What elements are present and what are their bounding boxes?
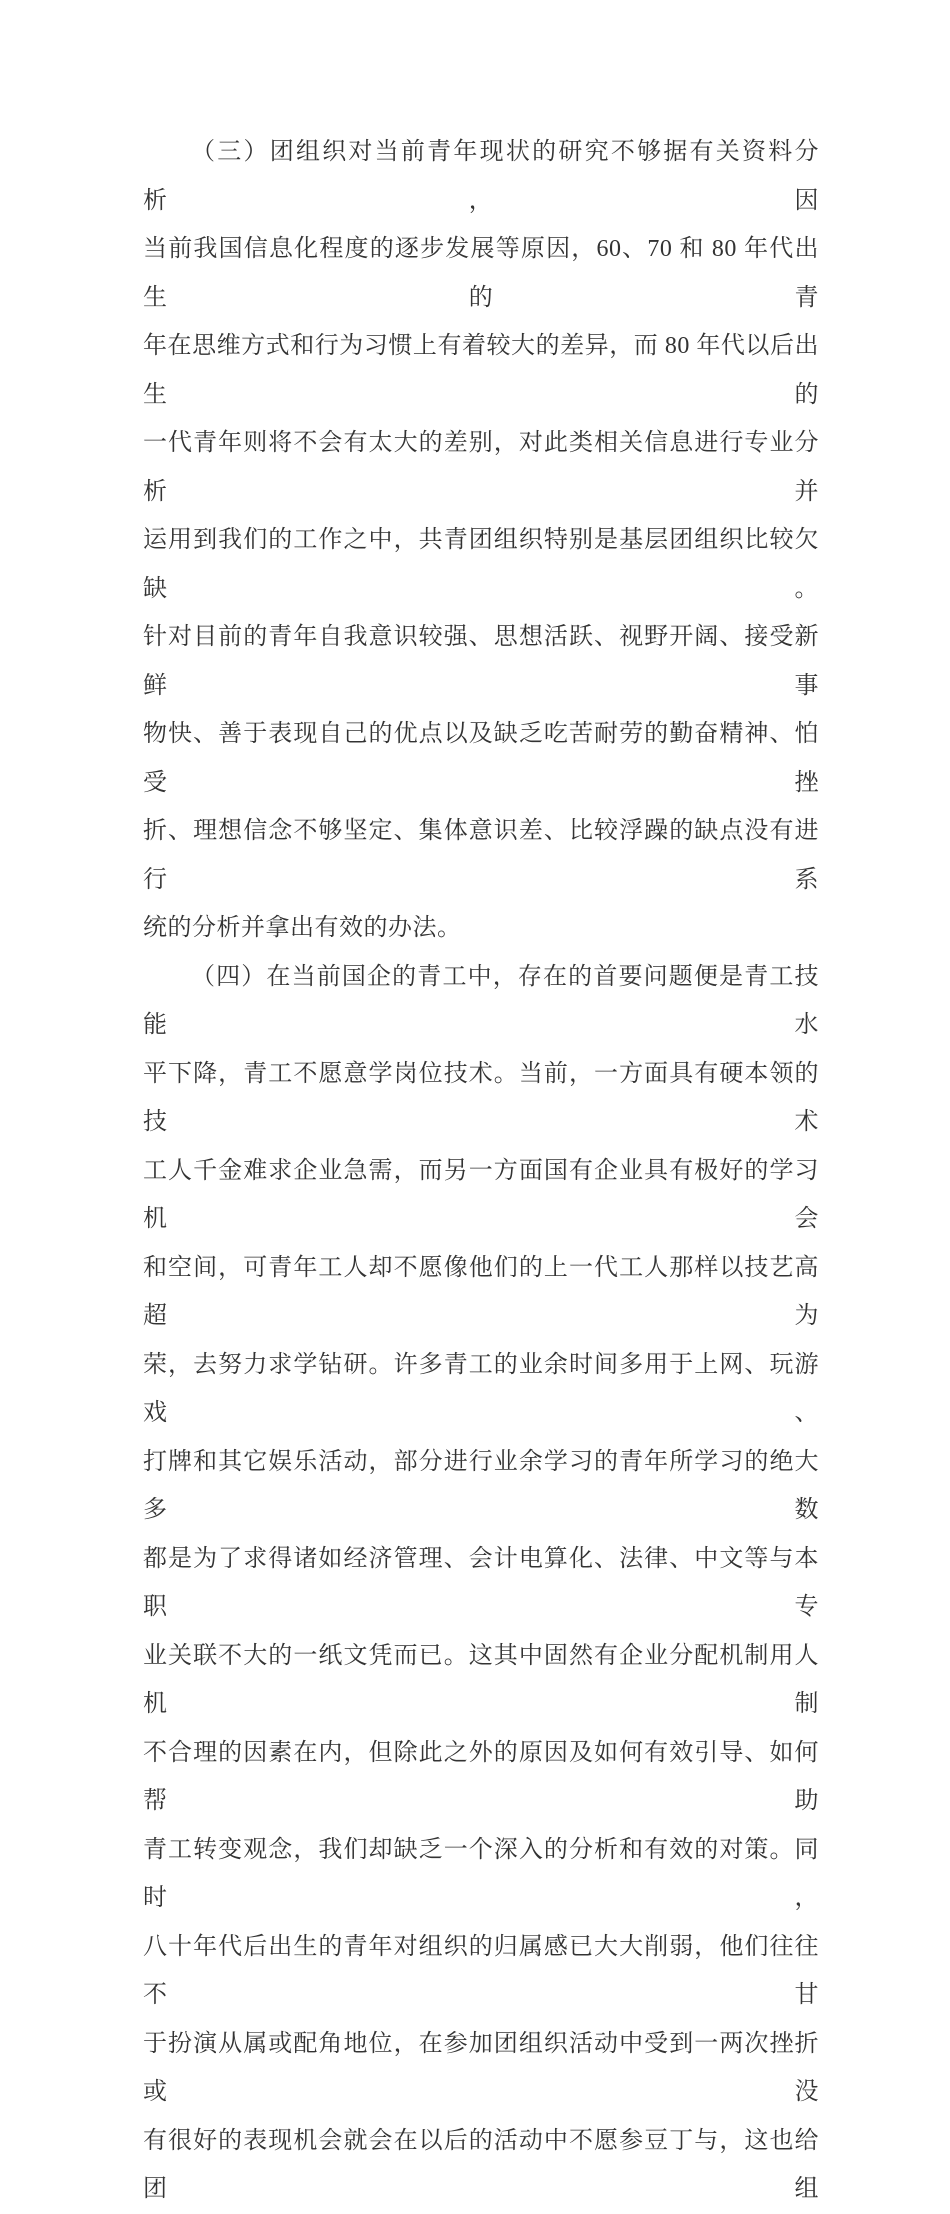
text-line: 折、理想信念不够坚定、集体意识差、比较浮躁的缺点没有进行系 (143, 818, 819, 893)
text-line: 青工转变观念，我们却缺乏一个深入的分析和有效的对策。同时， (143, 1836, 819, 1911)
text-line: 八十年代后出生的青年对组织的归属感已大大削弱，他们往往不甘 (143, 1933, 819, 2008)
text-line: 统的分析并拿出有效的办法。 (143, 915, 462, 941)
text-line: 针对目前的青年自我意识较强、思想活跃、视野开阔、接受新鲜事 (143, 624, 819, 699)
text-line: （四）在当前国企的青工中，存在的首要问题便是青工技能水 (143, 963, 819, 1038)
text-line: 业关联不大的一纸文凭而已。这其中固然有企业分配机制用人机制 (143, 1642, 819, 1717)
text-line: 和空间，可青年工人却不愿像他们的上一代工人那样以技艺高超为 (143, 1254, 819, 1329)
paragraph-section-3 (143, 128, 819, 953)
text-line: （三）团组织对当前青年现状的研究不够据有关资料分析，因 (143, 139, 819, 214)
text-line: 运用到我们的工作之中，共青团组织特别是基层团组织比较欠缺。 (143, 527, 819, 602)
text-line: 荣，去努力求学钻研。许多青工的业余时间多用于上网、玩游戏、 (143, 1351, 819, 1426)
text-line: 于扮演从属或配角地位，在参加团组织活动中受到一两次挫折或没 (143, 2030, 819, 2105)
paragraph-section-4 (143, 953, 819, 2214)
text-line: 年在思维方式和行为习惯上有着较大的差异，而 80 年代以后出生的 (143, 333, 819, 408)
text-line: 打牌和其它娱乐活动，部分进行业余学习的青年所学习的绝大多数 (143, 1448, 819, 1523)
text-line: 平下降，青工不愿意学岗位技术。当前，一方面具有硬本领的技术 (143, 1060, 819, 1135)
text-line: 有很好的表现机会就会在以后的活动中不愿参豆丁与，这也给团组 (143, 2127, 819, 2202)
text-line: 工人千金难求企业急需，而另一方面国有企业具有极好的学习机会 (143, 1157, 819, 1232)
text-line: 当前我国信息化程度的逐步发展等原因，60、70 和 80 年代出生的青 (143, 236, 819, 311)
text-line: 都是为了求得诸如经济管理、会计电算化、法律、中文等与本职专 (143, 1545, 819, 1620)
text-line: 不合理的因素在内，但除此之外的原因及如何有效引导、如何帮助 (143, 1739, 819, 1814)
text-line: 物快、善于表现自己的优点以及缺乏吃苦耐劳的勤奋精神、怕受挫 (143, 721, 819, 796)
text-line: 一代青年则将不会有太大的差别，对此类相关信息进行专业分析并 (143, 430, 819, 505)
